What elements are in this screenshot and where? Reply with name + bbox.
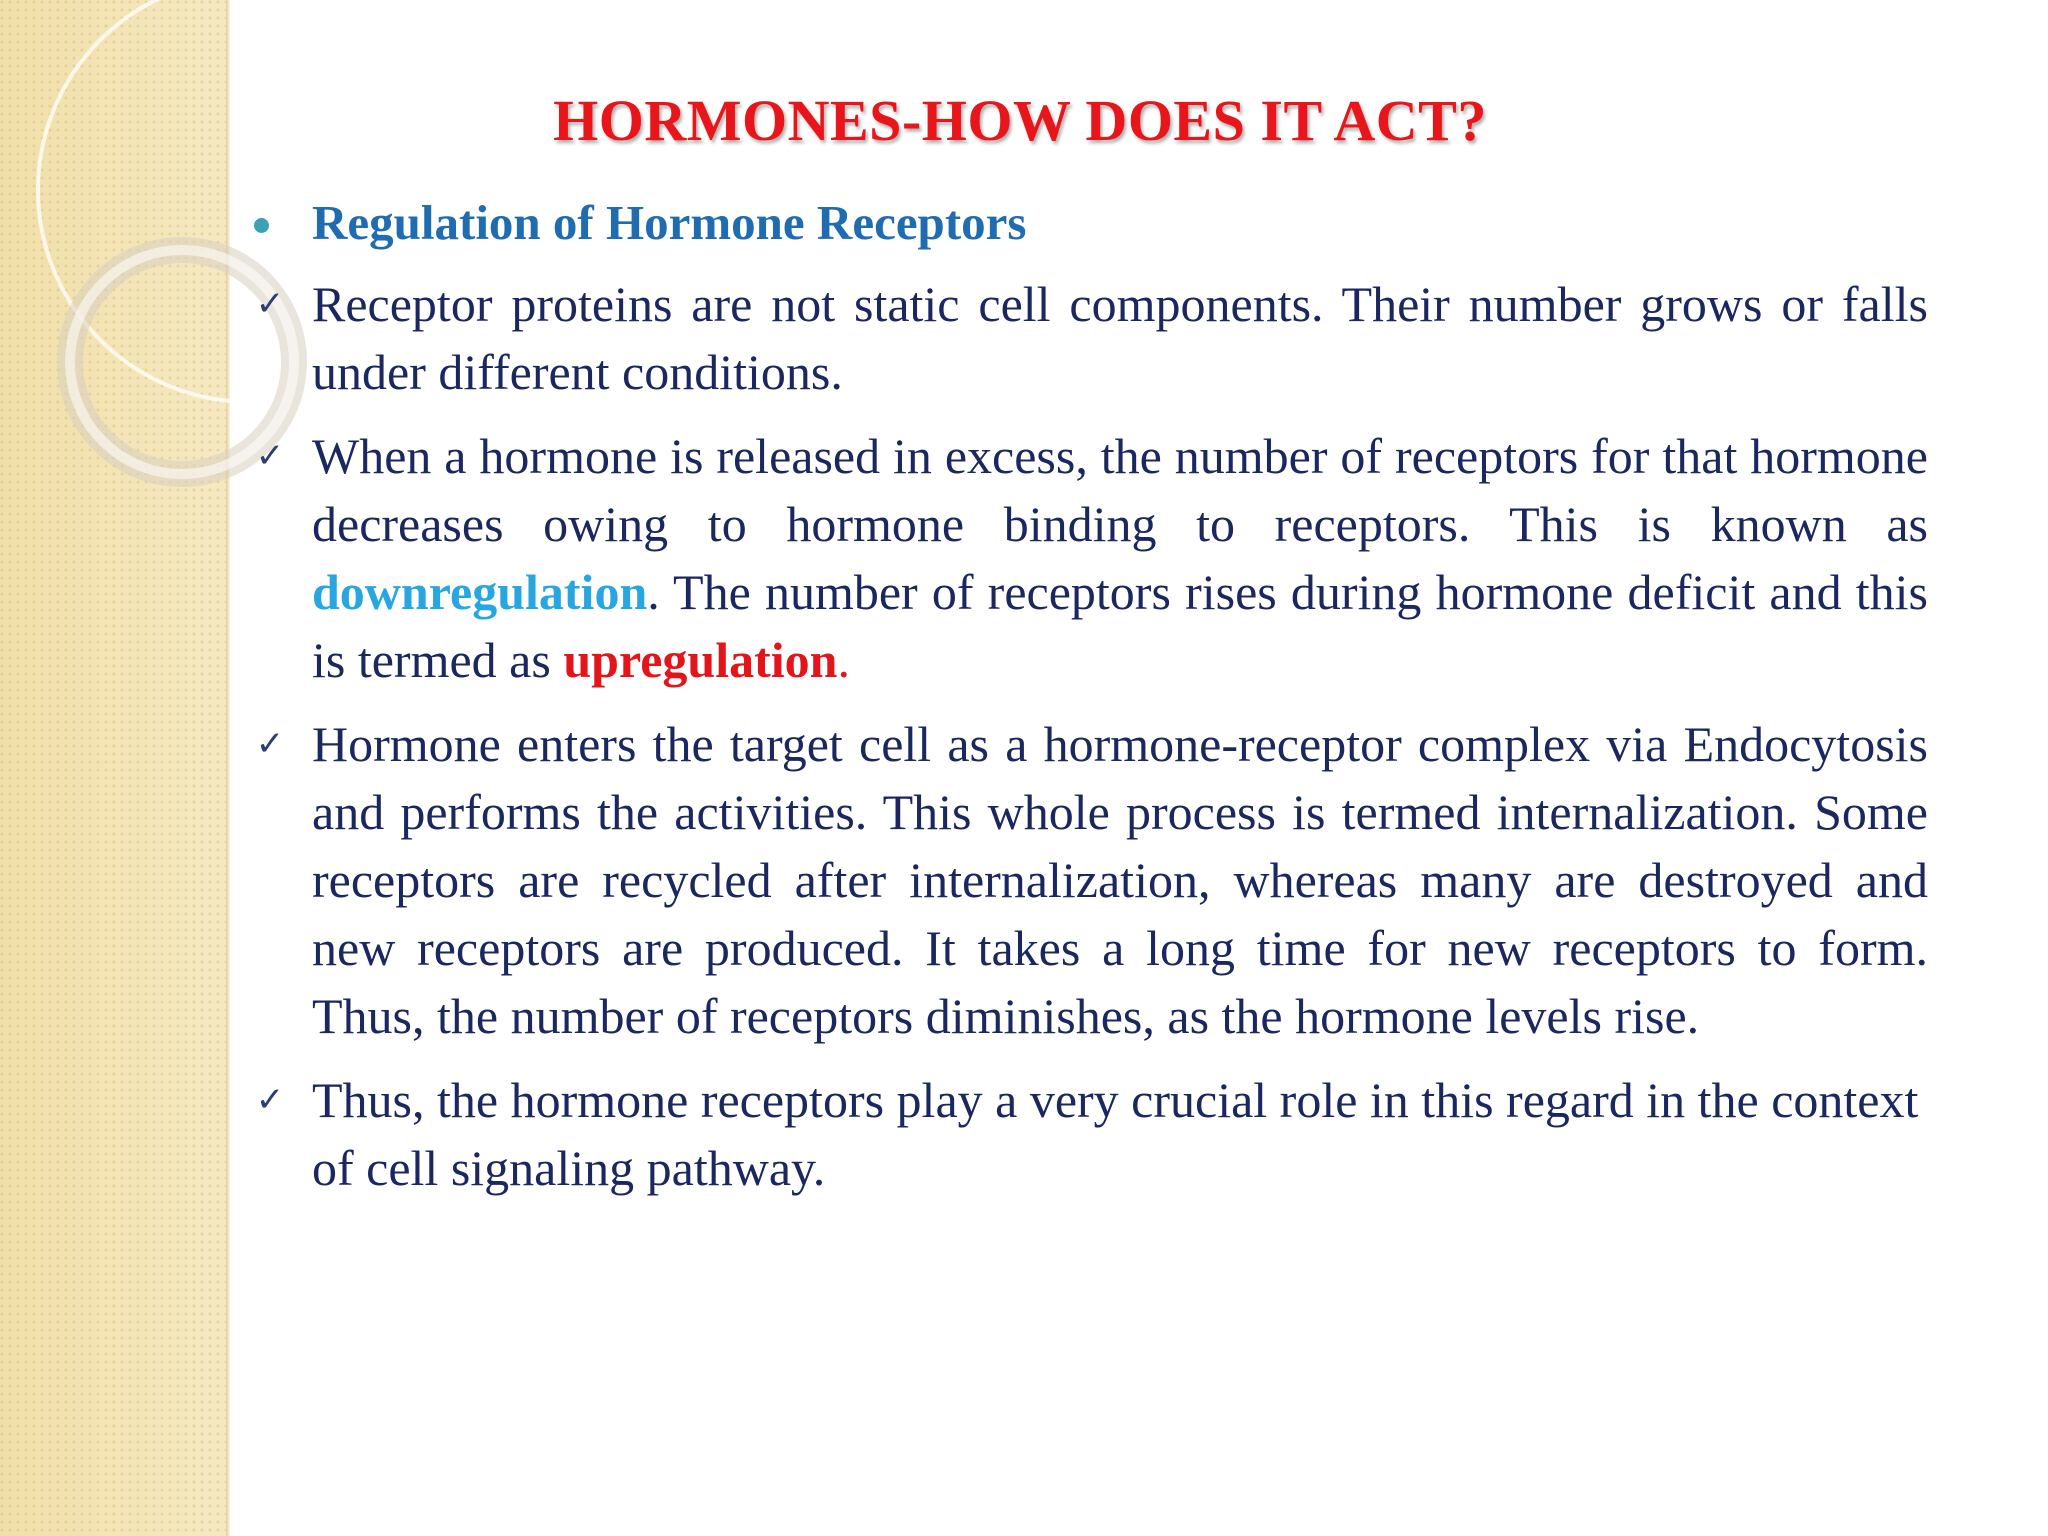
list-item: [240, 422, 1928, 694]
heading-bullet: [240, 192, 1928, 254]
point-regulation-text-1: When a hormone is released in excess, the number of receptors for that hormone decreases owing to hormone binding to receptors. This is known as: [312, 428, 1928, 552]
term-upregulation: upregulation: [563, 632, 838, 688]
check-mark-icon: ✓: [255, 284, 285, 324]
slide-title: HORMONES-HOW DOES IT ACT?: [553, 88, 1487, 153]
dot-bullet-icon: [254, 218, 269, 233]
point-regulation-text-2: . The number of receptors rises during hormone deficit and this is termed as: [312, 564, 1928, 688]
point-regulation-period: .: [837, 632, 850, 688]
point-conclusion: Thus, the hormone receptors play a very crucial role in this regard in the context of cell signaling pathway.: [312, 1072, 1919, 1196]
list-item: [240, 710, 1928, 1050]
check-mark-icon: ✓: [255, 436, 285, 476]
slide-content: [240, 192, 1928, 1218]
point-internalization: Hormone enters the target cell as a hormone-receptor complex via Endocytosis and performs the activities. This whole process is termed internalization. Some receptors are recycled after internalization, whereas many are destroyed and new receptors are produced. It takes a long time for new receptors to form. Thus, the number of receptors diminishes, as the hormone levels rise.: [312, 716, 1928, 1044]
point-regulation: [312, 422, 1928, 694]
list-item: [240, 1066, 1928, 1202]
section-heading: Regulation of Hormone Receptors: [312, 195, 1027, 250]
check-mark-icon: ✓: [255, 1080, 285, 1120]
list-item: [240, 270, 1928, 406]
point-receptor-proteins: Receptor proteins are not static cell components. Their number grows or falls under different conditions.: [312, 276, 1928, 400]
check-mark-icon: ✓: [255, 724, 285, 764]
term-downregulation: downregulation: [312, 564, 648, 620]
